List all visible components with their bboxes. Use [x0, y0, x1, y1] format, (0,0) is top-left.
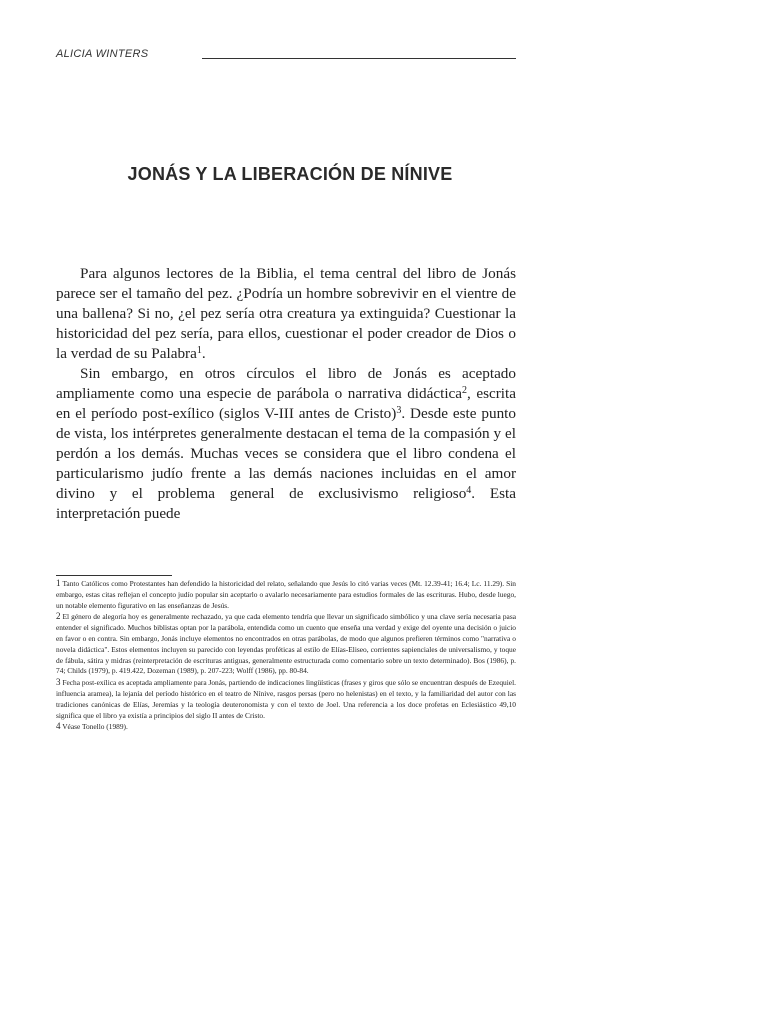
footnote-4: [56, 721, 516, 733]
paragraph-text: Para algunos lectores de la Biblia, el tema central del libro de Jonás parece ser el tamaño del pez. ¿Podría un hombre sobrevivir en el vientre de una ballena? Si no, ¿el pez sería otra creatura ya extinguida? Cuestionar la historicidad del pez sería, para ellos, cuestionar el poder creador de Dios o la verdad de su Palabra: [56, 265, 516, 362]
paragraph-text: . Esta interpretación puede: [56, 485, 516, 522]
running-head: ALICIA WINTERS: [56, 48, 149, 60]
footnote-number: 4: [56, 721, 61, 732]
article-title: JONÁS Y LA LIBERACIÓN DE NÍNIVE: [127, 164, 453, 184]
paragraph-1: [56, 264, 516, 364]
footnote-2: [56, 611, 516, 677]
paragraph-text: . Desde este punto de vista, los intérpretes generalmente destacan el tema de la compasión y el perdón a los demás. Muchas veces se considera que el libro condena el particularismo judío frente a las demás naciones incluidas en el amor divino y el problema general de exclusivismo religioso: [56, 405, 516, 502]
footnote-number: 3: [56, 677, 61, 688]
footnote-ref-4: 4: [466, 485, 472, 496]
footnote-ref-3: 3: [396, 405, 402, 416]
footnote-3: [56, 677, 516, 721]
header-rule: [202, 58, 516, 59]
paragraph-text: .: [201, 345, 206, 362]
footnote-ref-2: 2: [462, 385, 468, 396]
footnote-number: 1: [56, 578, 61, 588]
footnote-text: Tanto Católicos como Protestantes han defendido la historicidad del relato, señalando que Jesús lo citó varias veces (Mt. 12.39-41; 16.4; Lc. 11.29). Sin embargo, estas citas reflejan el concepto judío popular sin aceptarlo o avalarlo necesariamente para estudios formales de las escrituras. Hubo, desde luego, un notable elemento figurativo en las enseñanzas de Jesús.: [56, 579, 516, 610]
paragraph-text: , escrita en el período post-exílico (siglos V-III antes de Cristo): [56, 385, 516, 422]
article-body: [56, 264, 516, 524]
paragraph-text: Sin embargo, en otros círculos el libro de Jonás es aceptado ampliamente como una especie de parábola o narrativa didáctica: [56, 365, 516, 402]
footnote-rule: [56, 575, 172, 576]
footnote-text: El género de alegoría hoy es generalmente rechazado, ya que cada elemento tendría que llevar un significado simbólico y una clave sería necesaria pasa entender el significado. Muchos biblistas optan por la parábola, entendida como un cuento que enseña una verdad y exige del oyente una decisión o juicio en favor o en contra. Sin embargo, Jonás incluye elementos no encontrados en otras parábolas, de modo que algunos prefieren términos como "narrativa o novela didáctica". Estos elementos incluyen su parecido con leyendas proféticas al estilo de Elías-Eliseo, corrientes sapienciales de universalismo, y toque de fábula, sátira y midras (reinterpretación de escrituras antiguas, generalmente estructurada como comentario sobre un texto determinado). Bos (1986), p. 74; Childs (1979), p. 419.422, Dozeman (1989), p. 207-223; Wolff (1986), pp. 80-84.: [56, 612, 516, 676]
footnote-1: [56, 578, 516, 611]
footnote-text: Fecha post-exílica es aceptada ampliamente para Jonás, partiendo de indicaciones lingüísticas (frases y giros que sólo se encuentran después de Ezequiel. influencia aramea), la lejanía del período histórico en el teatro de Nínive, rasgos persas (pero no helenistas) en el texto, y la familiaridad del autor con las tradiciones canónicas de Elías, Jeremías y la teología deuteronomista y con el texto de Joel. Una referencia a los doce profetas en Eclesiástico 49,10 significa que el libro ya existía a principios del siglo II antes de Cristo.: [56, 678, 516, 720]
footnotes: [56, 578, 516, 733]
footnote-number: 2: [56, 611, 61, 622]
paragraph-2: [56, 364, 516, 524]
footnote-ref-1: 1: [196, 345, 202, 356]
footnote-text: Véase Tonello (1989).: [62, 722, 128, 732]
